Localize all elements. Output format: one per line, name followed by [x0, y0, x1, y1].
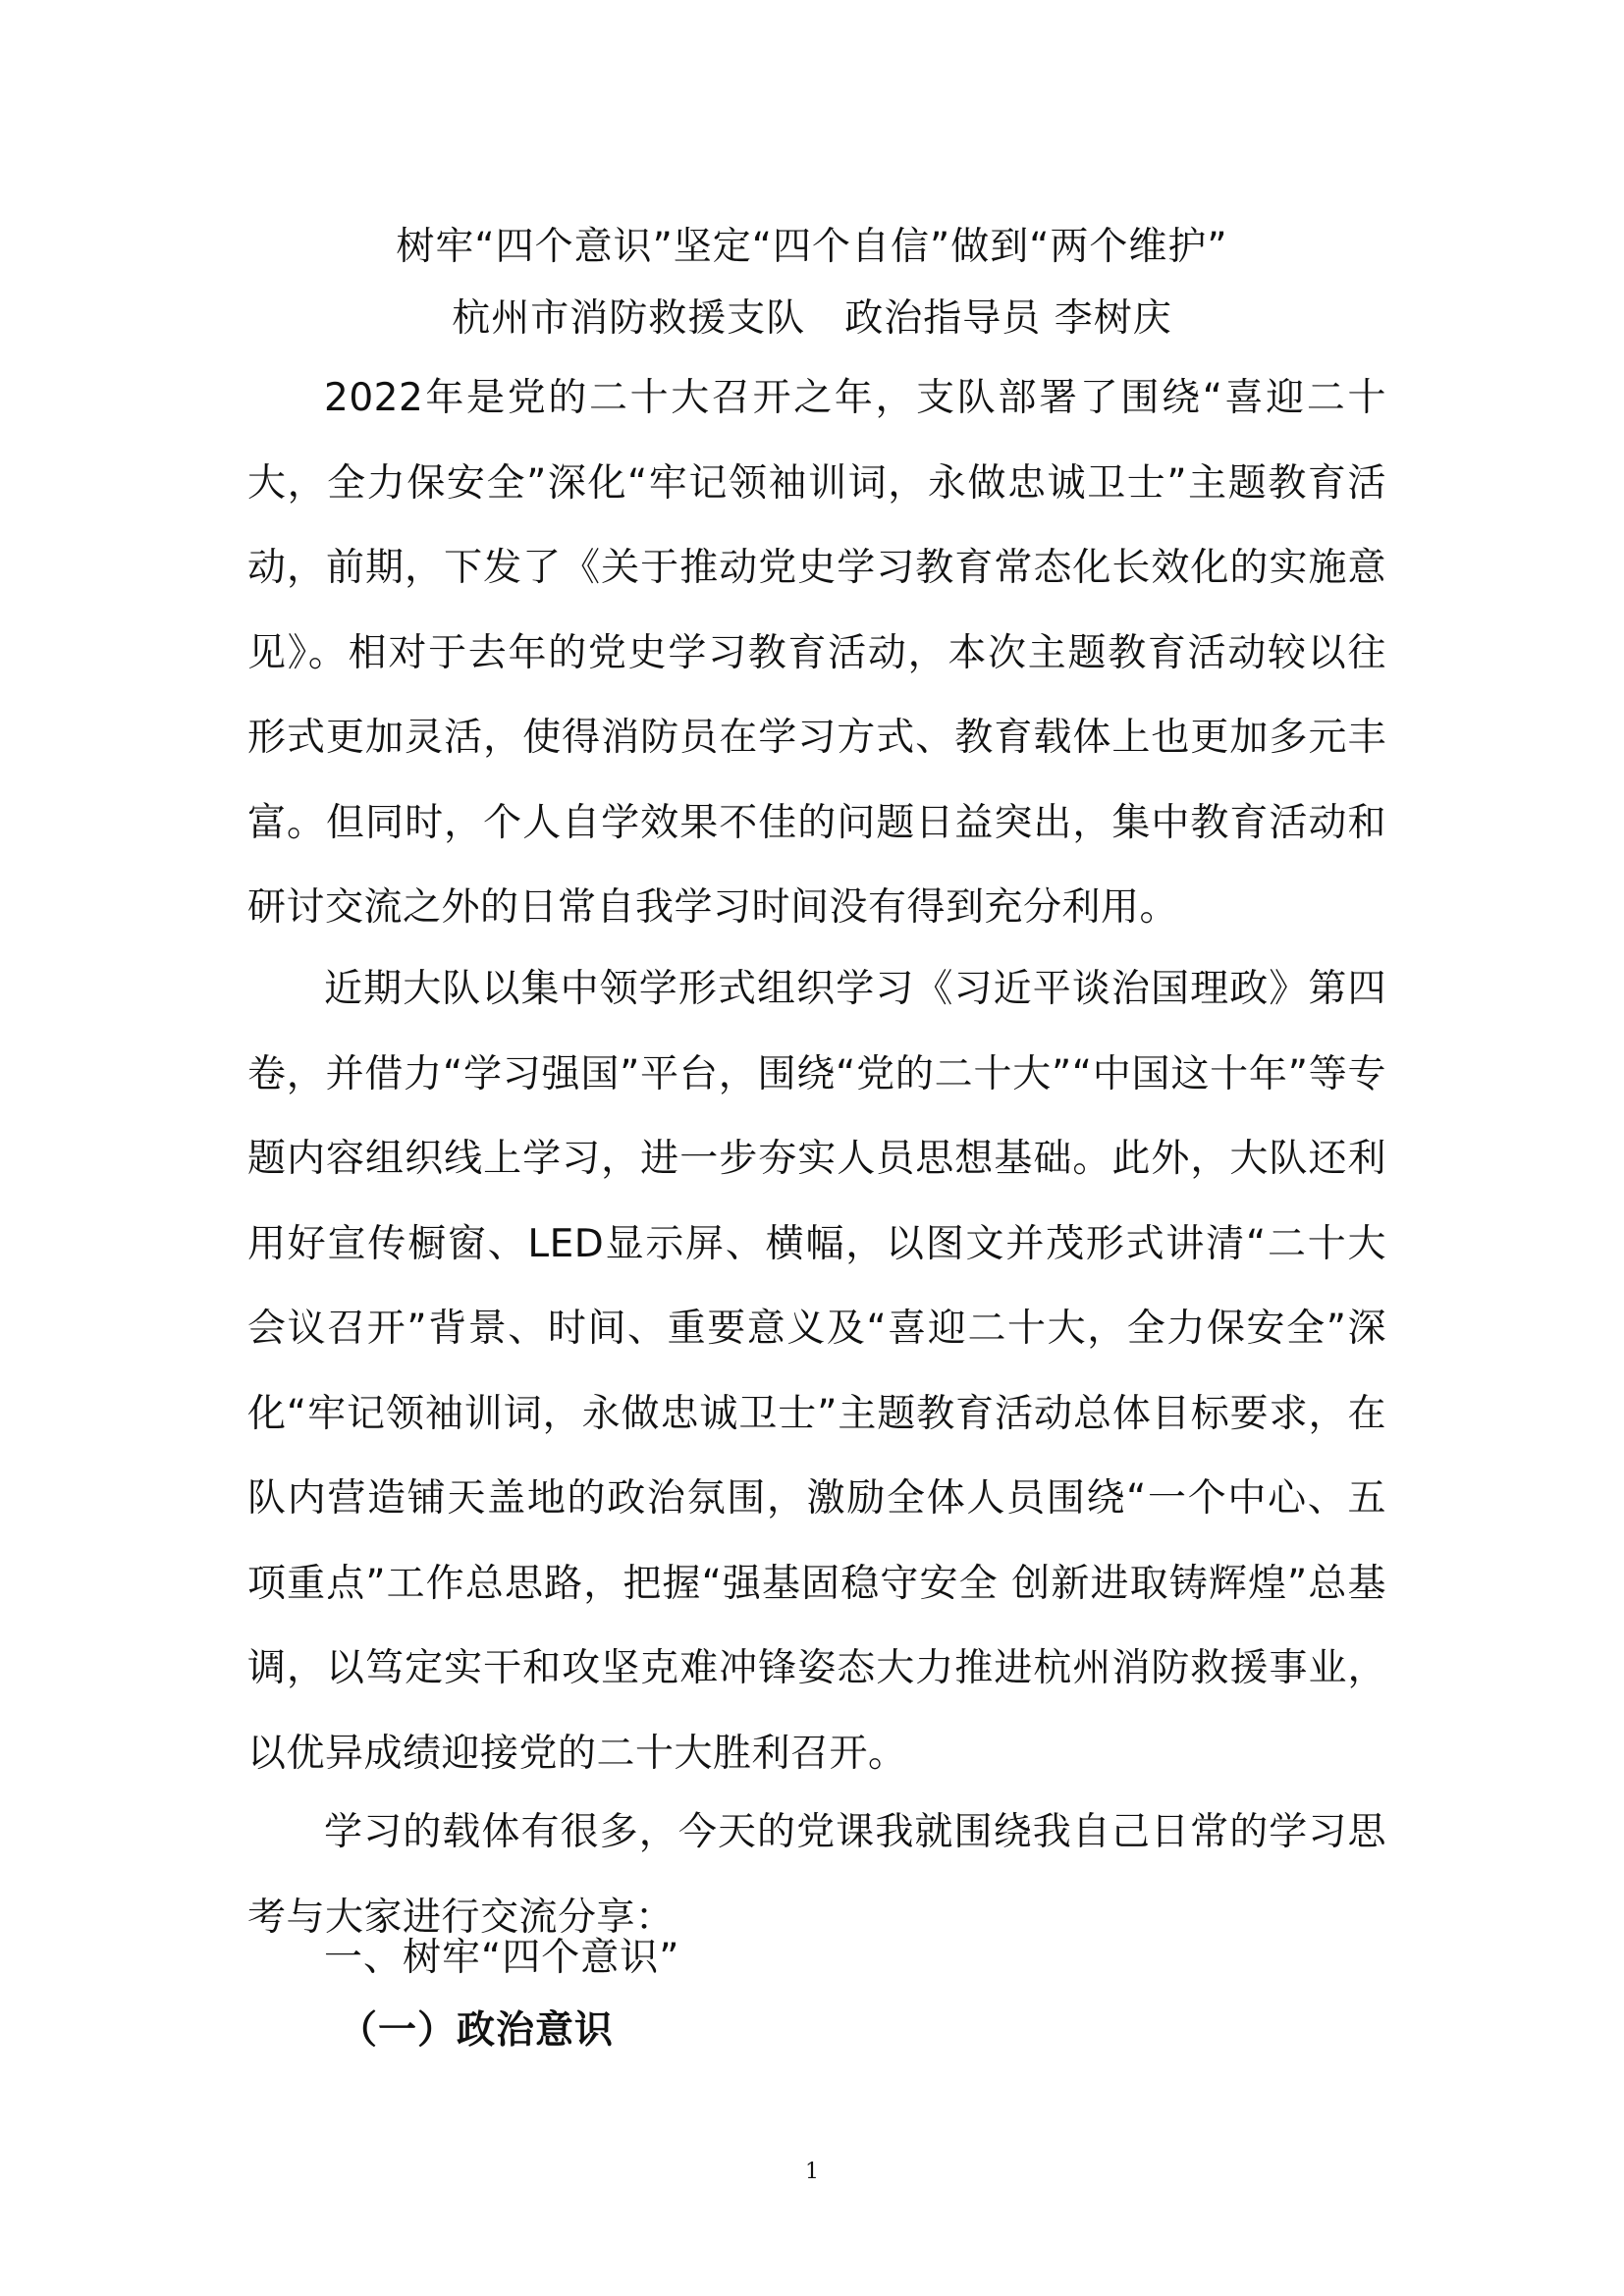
paragraph-1-block [247, 356, 1386, 951]
paragraph-2: 近期大队以集中领学形式组织学习《习近平谈治国理政》第四卷，并借力“学习强国”平台，围绕“党的二十大”“中国这十年”等专题内容组织线上学习，进一步夯实人员思想基础。此外，大队还利用好宣传橱窗、LED显示屏、横幅，以图文并茂形式讲清“二十大会议召开”背景、时间、重要意义及“喜迎二十大，全力保安全”深化“牢记领袖训词，永做忠诚卫士”主题教育活动总体目标要求，在队内营造铺天盖地的政治氛围，激励全体人员围绕“一个中心、五项重点”工作总思路，把握“强基固稳守安全 创新进取铸辉煌”总基调，以笃定实干和攻坚克难冲锋姿态大力推进杭州消防救援事业，以优异成绩迎接党的二十大胜利召开。 [247, 967, 1386, 1776]
author-position-name: 政治指导员 李树庆 [844, 296, 1172, 341]
paragraph-1: 2022年是党的二十大召开之年，支队部署了围绕“喜迎二十大，全力保安全”深化“牢记领袖训词，永做忠诚卫士”主题教育活动，前期，下发了《关于推动党史学习教育常态化长效化的实施意见》。相对于去年的党史学习教育活动，本次主题教育活动较以往形式更加灵活，使得消防员在学习方式、教育载体上也更加多元丰富。但同时，个人自学效果不佳的问题日益突出，集中教育活动和研讨交流之外的日常自我学习时间没有得到充分利用。 [247, 376, 1386, 930]
page-number: 1 [805, 2160, 819, 2184]
paragraph-2-block [247, 947, 1386, 1796]
document-title: 树牢“四个意识”坚定“四个自信”做到“两个维护” [396, 225, 1228, 269]
author-unit: 杭州市消防救援支队 [452, 296, 806, 341]
author-line [0, 293, 1624, 346]
section-heading: 一、树牢“四个意识” [324, 1936, 680, 1980]
paragraph-3: 学习的载体有很多，今天的党课我就围绕我自己日常的学习思考与大家进行交流分享： [247, 1810, 1386, 1940]
subsection-heading: （一）政治意识 [339, 2008, 615, 2053]
